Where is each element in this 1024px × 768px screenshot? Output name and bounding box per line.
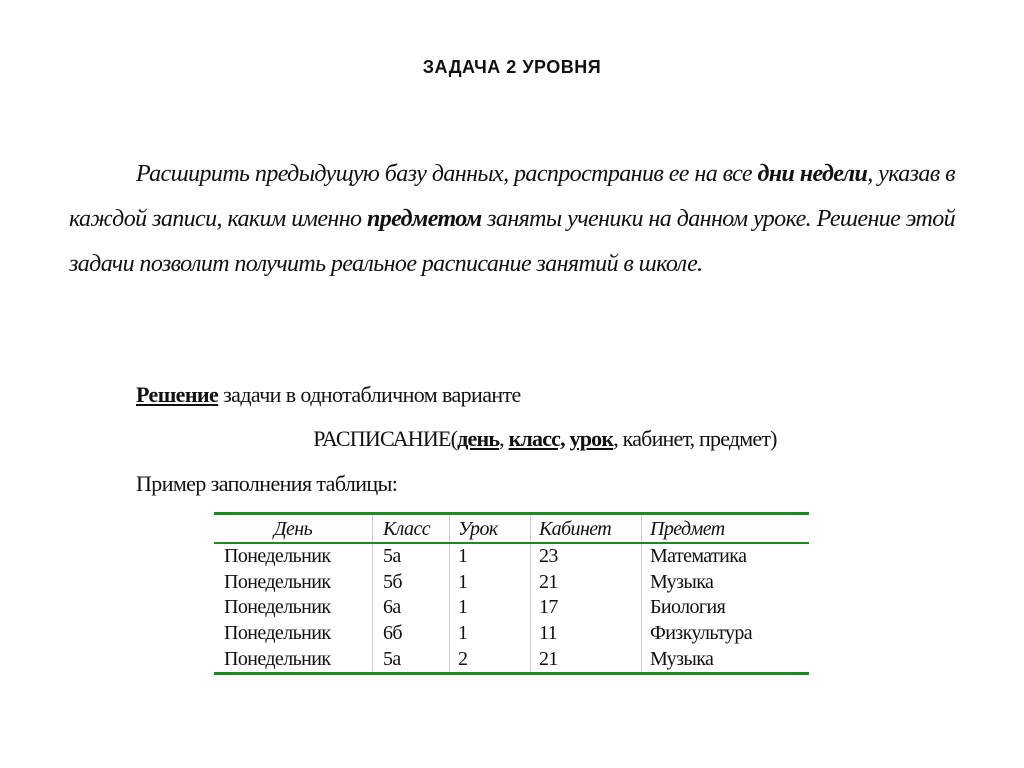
cell-room: 11 bbox=[531, 621, 642, 647]
schema-separator: , bbox=[499, 426, 509, 451]
cell-subject: Биология bbox=[642, 595, 810, 621]
description-text-2: , указав в каждой записи, каким именно bbox=[69, 161, 955, 232]
description-text-1: Расширить предыдущую базу данных, распространив ее на все bbox=[136, 161, 758, 187]
schema-other-attrs: , кабинет, предмет) bbox=[613, 426, 777, 451]
header-subject: Предмет bbox=[642, 514, 810, 544]
cell-day: Понедельник bbox=[224, 570, 331, 593]
table-row bbox=[214, 621, 809, 647]
cell-class: 5а bbox=[373, 646, 450, 673]
cell-lesson: 1 bbox=[450, 570, 531, 596]
cell-day: Понедельник bbox=[224, 596, 331, 619]
slide-title: ЗАДАЧА 2 УРОВНЯ bbox=[422, 57, 602, 77]
table-row bbox=[214, 595, 809, 621]
description-emphasis-subject: предметом bbox=[367, 206, 482, 232]
table-row bbox=[214, 570, 809, 596]
cell-room: 21 bbox=[531, 570, 642, 596]
cell-room: 17 bbox=[531, 595, 642, 621]
solution-heading bbox=[136, 382, 521, 408]
cell-lesson: 1 bbox=[450, 621, 531, 647]
cell-subject: Музыка bbox=[642, 570, 810, 596]
relation-name: РАСПИСАНИЕ( bbox=[313, 426, 458, 451]
relation-schema bbox=[0, 426, 1024, 452]
header-lesson: Урок bbox=[450, 514, 531, 544]
cell-class: 6б bbox=[373, 621, 450, 647]
cell-lesson: 1 bbox=[450, 595, 531, 621]
cell-class: 5б bbox=[373, 570, 450, 596]
header-room: Кабинет bbox=[531, 514, 642, 544]
description-emphasis-days: дни недели bbox=[757, 161, 868, 187]
cell-class: 6а bbox=[373, 595, 450, 621]
cell-subject: Математика bbox=[642, 543, 810, 570]
cell-day: Понедельник bbox=[224, 647, 331, 670]
cell-room: 21 bbox=[531, 646, 642, 673]
description-text-3: заняты ученики на данном уроке. Решение этой задачи позволит получить реальное расписание занятий в школе. bbox=[69, 206, 955, 277]
solution-label: Решение bbox=[136, 382, 219, 407]
cell-class: 5а bbox=[373, 543, 450, 570]
solution-text: задачи в однотабличном варианте bbox=[218, 382, 521, 407]
example-label: Пример заполнения таблицы: bbox=[136, 471, 398, 496]
cell-subject: Физкультура bbox=[642, 621, 810, 647]
key-attr-lesson: урок bbox=[569, 426, 614, 451]
task-description bbox=[69, 152, 955, 287]
table-row bbox=[214, 646, 809, 673]
cell-lesson: 2 bbox=[450, 646, 531, 673]
cell-subject: Музыка bbox=[642, 646, 810, 673]
key-attr-day: день bbox=[457, 426, 500, 451]
table-header-row bbox=[214, 514, 809, 544]
header-day: День bbox=[214, 514, 373, 544]
cell-lesson: 1 bbox=[450, 543, 531, 570]
header-class: Класс bbox=[373, 514, 450, 544]
cell-day: Понедельник bbox=[224, 545, 331, 568]
key-attr-class: класс, bbox=[508, 426, 565, 451]
schedule-table bbox=[214, 512, 809, 675]
cell-room: 23 bbox=[531, 543, 642, 570]
cell-day: Понедельник bbox=[224, 622, 331, 645]
table-row bbox=[214, 543, 809, 570]
